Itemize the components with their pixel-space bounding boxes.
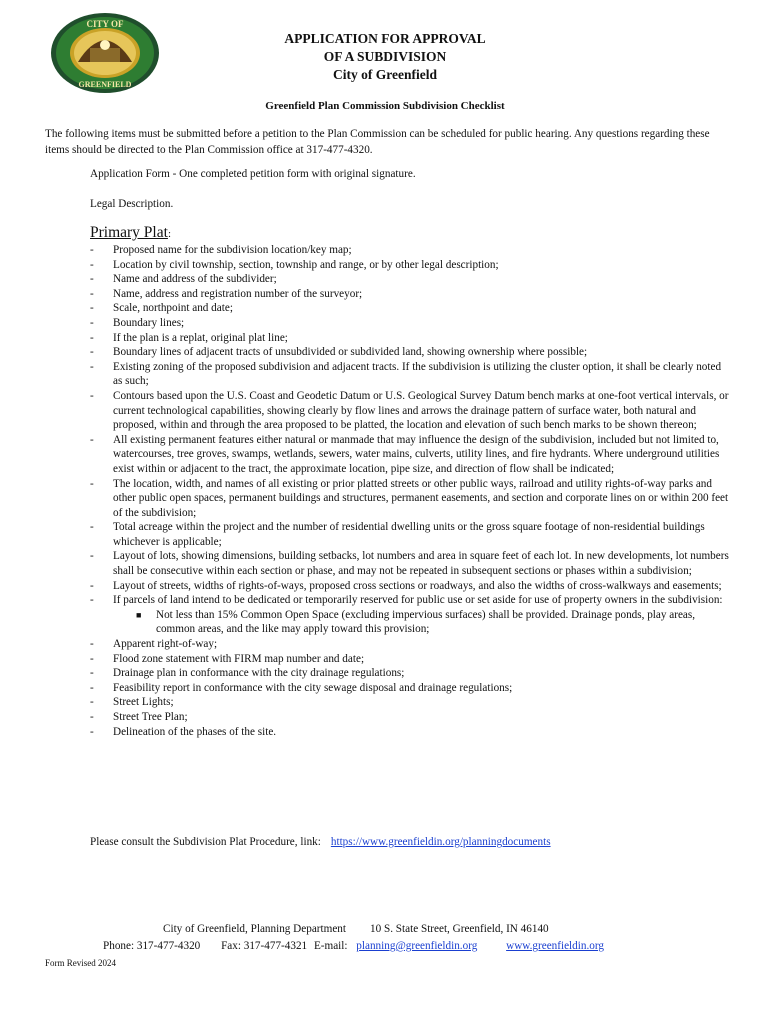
dash-marker: - — [90, 302, 94, 315]
list-item — [90, 258, 730, 273]
list-item-text: Flood zone statement with FIRM map number and date; — [113, 652, 365, 665]
title-line-3: City of Greenfield — [333, 67, 437, 82]
list-item — [90, 725, 730, 740]
dash-marker: - — [90, 244, 94, 256]
dash-marker: - — [90, 521, 94, 534]
list-item — [90, 331, 730, 346]
list-item-text: Proposed name for the subdivision location/key map; — [113, 244, 352, 256]
list-item — [90, 301, 730, 316]
dash-marker: - — [90, 433, 94, 446]
svg-text:CITY OF: CITY OF — [86, 19, 124, 29]
footer-department: City of Greenfield, Planning Department — [163, 923, 346, 935]
list-item-text: If parcels of land intend to be dedicated or temporarily reserved for public use or set aside for use of property owners in the subdivision: — [113, 594, 723, 607]
consult-line — [90, 836, 551, 848]
dash-marker: - — [90, 360, 94, 373]
list-item-text: Existing zoning of the proposed subdivision and adjacent tracts. If the subdivision is utilizing the cluster option, it shall be clearly noted as such; — [113, 360, 722, 388]
list-item — [90, 287, 730, 302]
dash-marker: - — [90, 550, 94, 563]
dash-marker: - — [90, 594, 94, 607]
dash-marker: - — [90, 346, 94, 359]
list-item — [90, 593, 730, 608]
document-title — [0, 30, 770, 84]
list-item-text: Location by civil township, section, township and range, or by other legal description; — [113, 258, 499, 271]
list-item — [90, 666, 730, 681]
list-item — [90, 710, 730, 725]
list-item-text: Boundary lines of adjacent tracts of unsubdivided or subdivided land, showing ownership where possible; — [113, 346, 588, 359]
dash-marker: - — [90, 389, 94, 402]
dash-marker: - — [90, 696, 94, 709]
footer-phone: Phone: 317-477-4320 — [103, 940, 201, 952]
dash-marker: - — [90, 316, 94, 329]
list-item-text: Boundary lines; — [113, 316, 185, 329]
dash-marker: - — [90, 477, 94, 490]
list-item-text: Total acreage within the project and the number of residential dwelling units or the gross square footage of non-residential buildings whichever is applicable; — [113, 521, 705, 548]
dash-marker: - — [90, 681, 94, 694]
sub-list-item-text: Not less than 15% Common Open Space (excluding impervious surfaces) shall be provided. Drainage ponds, play areas, common areas, and the like may apply toward this provision; — [156, 608, 696, 636]
list-item-text: Apparent right-of-way; — [113, 638, 218, 651]
list-item-text: If the plan is a replat, original plat line; — [113, 331, 288, 344]
title-line-1: APPLICATION FOR APPROVAL — [284, 31, 486, 46]
checklist-subtitle: Greenfield Plan Commission Subdivision Checklist — [265, 100, 505, 112]
list-item — [90, 681, 730, 696]
form-revised-note: Form Revised 2024 — [45, 958, 116, 968]
list-item-text: All existing permanent features either natural or manmade that may influence the design of the subdivision, included but not limited to, watercourses, tree groves, swamps, wetlands, sewers, water mains, culverts, utility lines, and fire hydrants. Where underground utilities exist within or adjacent to the tract, the approximate location, pipe size, and direction of flow shall be indicated; — [113, 433, 720, 475]
list-item-text: The location, width, and names of all existing or prior platted streets or other public ways, railroad and utility rights-of-way parks and other public open spaces, permanent buildings and structures, permanent easements, and section and corporate lines on or within 200 feet of the subdivision; — [113, 477, 729, 519]
legal-description-item: Legal Description. — [90, 198, 174, 210]
list-item — [90, 433, 730, 477]
dash-marker: - — [90, 652, 94, 665]
list-item — [90, 549, 730, 578]
planning-documents-link[interactable]: https://www.greenfieldin.org/planningdocuments — [330, 836, 551, 848]
sub-list-item — [90, 608, 730, 637]
dash-marker: - — [90, 711, 94, 723]
square-bullet-icon: ■ — [136, 609, 142, 620]
primary-plat-colon: : — [167, 228, 171, 240]
list-item-text: Layout of streets, widths of rights-of-ways, proposed cross sections or roadways, and also the widths of cross-walkways and easements; — [113, 579, 722, 592]
list-item-text: Feasibility report in conformance with the city sewage disposal and drainage regulations; — [113, 681, 513, 694]
primary-plat-checklist — [90, 243, 730, 739]
footer-website-link[interactable]: www.greenfieldin.org — [506, 940, 604, 952]
list-item-text: Street Lights; — [113, 696, 174, 709]
list-item — [90, 579, 730, 594]
footer-line-2 — [103, 940, 604, 952]
svg-text:GREENFIELD: GREENFIELD — [78, 80, 132, 89]
list-item — [90, 695, 730, 710]
list-item — [90, 389, 730, 433]
dash-marker: - — [90, 331, 94, 344]
dash-marker: - — [90, 725, 94, 738]
dash-marker: - — [90, 638, 94, 651]
list-item-text: Drainage plan in conformance with the city drainage regulations; — [113, 667, 405, 680]
list-item-text: Layout of lots, showing dimensions, building setbacks, lot numbers and area in square feet of each lot. In new developments, lot numbers shall be consecutive within each section or phase, and may not be repeated in subsequent sections or phases within a subdivision; — [113, 550, 729, 578]
list-item — [90, 520, 730, 549]
footer-email-label: E-mail: — [313, 940, 348, 952]
list-item — [90, 637, 730, 652]
dash-marker: - — [90, 579, 94, 592]
intro-paragraph: The following items must be submitted before a petition to the Plan Commission can be scheduled for public hearing. Any questions regarding these items should be directed to the Plan Commission office at 317-477-4320. — [45, 128, 710, 156]
list-item-text: Scale, northpoint and date; — [113, 302, 233, 315]
list-item — [90, 345, 730, 360]
list-item-text: Contours based upon the U.S. Coast and Geodetic Datum or U.S. Geological Survey Datum bench marks at one-foot vertical intervals, or current technological capabilities, showing clearly by flow lines and arrows the drainage pattern of surface water, both natural and proposed, within and through the area proposed to be platted, the location and elevation of such bench marks to be shown thereon; — [113, 389, 729, 432]
title-line-2: OF A SUBDIVISION — [323, 49, 447, 64]
footer-line-1 — [163, 923, 549, 935]
consult-text: Please consult the Subdivision Plat Procedure, link: — [90, 836, 321, 848]
dash-marker: - — [90, 287, 94, 300]
footer-address: 10 S. State Street, Greenfield, IN 46140 — [370, 923, 549, 935]
list-item — [90, 272, 730, 287]
list-item — [90, 243, 730, 258]
footer-fax: Fax: 317-477-4321 — [221, 940, 308, 952]
dash-marker: - — [90, 667, 94, 680]
list-item-text: Street Tree Plan; — [113, 711, 188, 723]
list-item — [90, 652, 730, 667]
list-item — [90, 316, 730, 331]
list-item — [90, 360, 730, 389]
list-item-text: Name and address of the subdivider; — [113, 273, 277, 286]
dash-marker: - — [90, 273, 94, 286]
primary-plat-heading-text: Primary Plat — [90, 224, 168, 241]
list-item-text: Name, address and registration number of the surveyor; — [113, 287, 363, 300]
footer-email-link[interactable]: planning@greenfieldin.org — [356, 940, 478, 952]
dash-marker: - — [90, 258, 94, 271]
list-item — [90, 477, 730, 521]
application-form-item: Application Form - One completed petition form with original signature. — [90, 168, 416, 180]
primary-plat-heading — [90, 224, 171, 242]
list-item-text: Delineation of the phases of the site. — [113, 725, 277, 738]
